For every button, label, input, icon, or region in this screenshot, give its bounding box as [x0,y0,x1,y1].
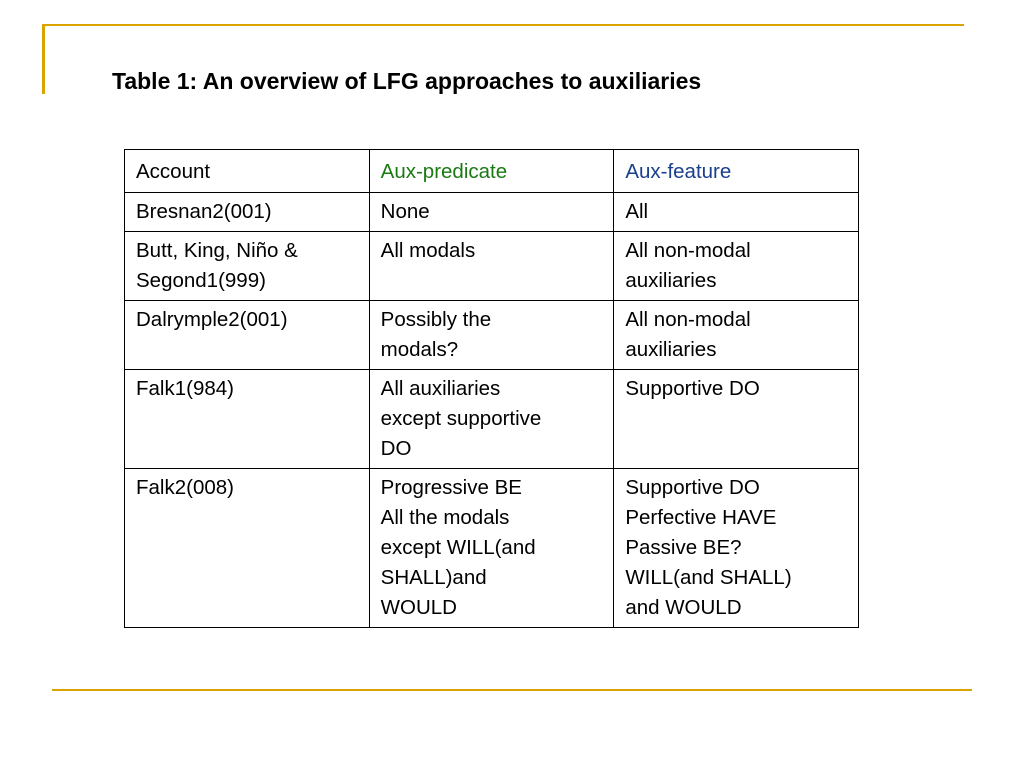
cell-line: except WILL(and [380,536,536,559]
cell-account [125,301,370,370]
cell-line: Supportive DO [625,476,760,499]
cell-line: All the modals [380,506,510,529]
cell-line: auxiliaries [625,338,717,361]
table-row [125,370,859,469]
cell-line: Progressive BE [380,476,522,499]
table-row [125,232,859,301]
decorative-bottom-rule [52,689,972,691]
table-row [125,301,859,370]
cell-account [125,232,370,301]
cell-aux-predicate [369,370,614,469]
cell-aux-feature [614,469,859,628]
header-aux-predicate: Aux-predicate [369,150,614,193]
decorative-top-rule [42,24,964,26]
cell-line: SHALL)and [380,566,487,589]
overview-table [124,149,859,628]
cell-line: All non-modal [625,308,751,331]
cell-line: Bresnan2(001) [136,200,272,223]
cell-account [125,469,370,628]
cell-account [125,193,370,232]
cell-line: and WOULD [625,596,742,619]
cell-account [125,370,370,469]
table-row [125,193,859,232]
cell-aux-predicate [369,232,614,301]
cell-line: Passive BE? [625,536,742,559]
cell-line: Butt, King, Niño & [136,239,298,262]
cell-aux-feature [614,301,859,370]
cell-line: modals? [380,338,459,361]
cell-aux-predicate [369,469,614,628]
cell-line: except supportive [380,407,542,430]
cell-line: All non-modal [625,239,751,262]
cell-aux-feature [614,370,859,469]
cell-line: All [625,200,649,223]
cell-line: All auxiliaries [380,377,501,400]
table-row [125,469,859,628]
cell-line: Supportive DO [625,377,760,400]
cell-line: WILL(and SHALL) [625,566,792,589]
cell-aux-predicate [369,193,614,232]
slide-title: Table 1: An overview of LFG approaches to auxiliaries [112,68,702,94]
cell-aux-predicate [369,301,614,370]
cell-aux-feature [614,193,859,232]
cell-line: WOULD [380,596,457,619]
cell-line: Possibly the [380,308,492,331]
cell-line: All modals [380,239,476,262]
cell-line: None [380,200,430,223]
cell-line: Falk2(008) [136,476,234,499]
cell-line: Falk1(984) [136,377,234,400]
decorative-vertical-rule [42,24,45,94]
cell-line: Segond1(999) [136,269,266,292]
table-header-row [125,150,859,193]
cell-line: Perfective HAVE [625,506,777,529]
cell-line: DO [380,437,412,460]
cell-aux-feature [614,232,859,301]
cell-line: Dalrymple2(001) [136,308,288,331]
header-account: Account [125,150,370,193]
header-aux-feature: Aux-feature [614,150,859,193]
cell-line: auxiliaries [625,269,717,292]
